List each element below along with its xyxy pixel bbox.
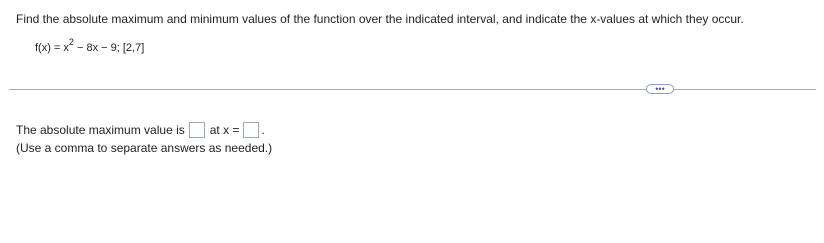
more-options-button[interactable] (646, 84, 674, 94)
function-expression (35, 37, 145, 55)
at-x-label: at x = (209, 123, 240, 137)
function-lhs: f(x) = x (35, 42, 69, 54)
x-value-input[interactable] (243, 122, 259, 138)
section-divider (9, 89, 816, 90)
function-rhs: − 8x − 9; [2,7] (73, 42, 145, 54)
function-exponent: 2 (68, 37, 74, 47)
answer-row (16, 120, 265, 140)
answer-hint: (Use a comma to separate answers as needed.) (16, 141, 273, 155)
question-prompt: Find the absolute maximum and minimum values of the function over the indicated interval, and indicate the x-values at which they occur. (16, 12, 744, 26)
max-value-input[interactable] (189, 122, 205, 138)
ellipsis-icon: ••• (655, 84, 665, 94)
answer-period: . (261, 123, 265, 137)
max-value-label: The absolute maximum value is (16, 123, 185, 137)
